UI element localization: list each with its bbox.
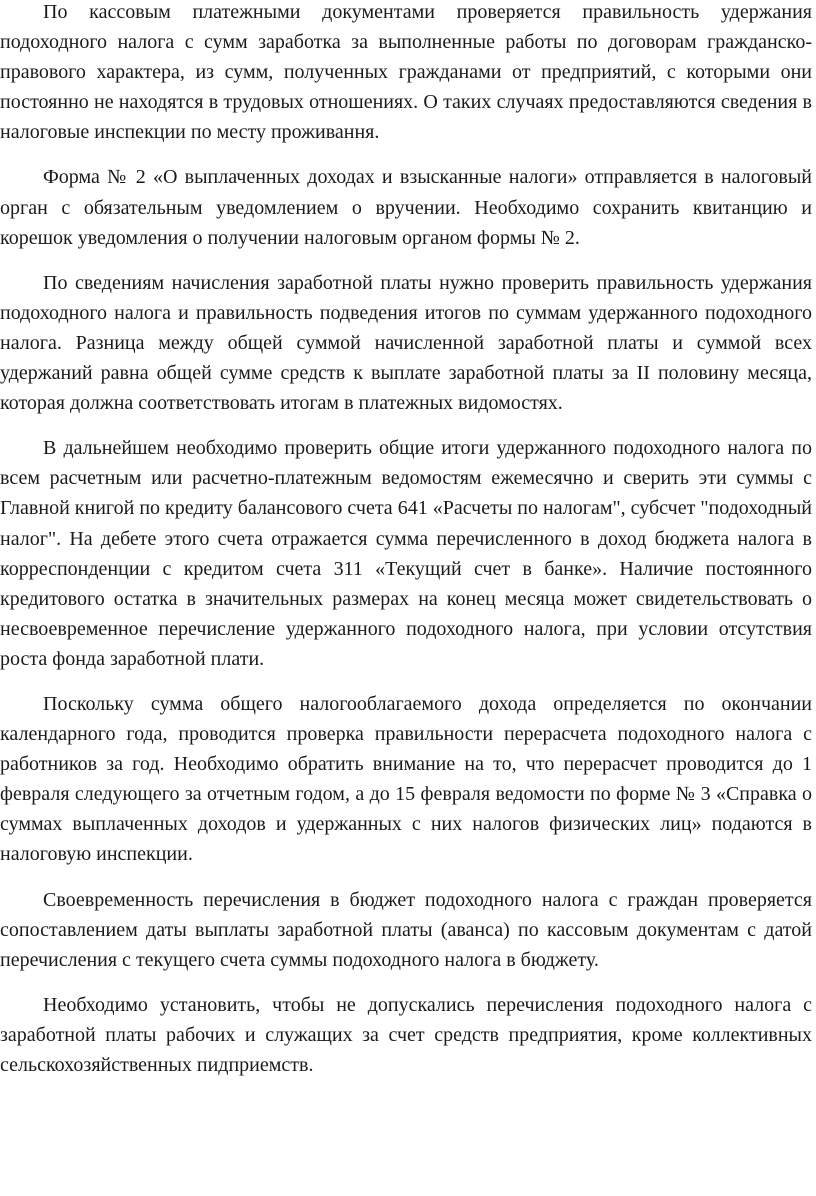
paragraph-kassovye-dokumenty: По кассовым платежными документами проверяется правильность удержания подоходного налога с сумм заработка за выполненные работы по договорам гражданско-правового характера, из сумм, полученных гражданами от предприятий, с которыми они постоянно не находятся в трудовых отношениях. О таких случаях предоставляются сведения в налоговые инспекции по месту проживання. bbox=[0, 1, 812, 144]
paragraph-forma-2: Форма № 2 «О выплаченных доходах и взысканные налоги» отправляется в налоговый орган с обязательным уведомлением о вручении. Необходимо сохранить квитанцию и корешок уведомления о получении налоговым органом формы № 2. bbox=[0, 166, 812, 249]
paragraph-schet-641: В дальнейшем необходимо проверить общие итоги удержанного подоходного налога по всем расчетным или расчетно-платежным ведомостям ежемесячно и сверить эти суммы с Главной книгой по кредиту балансового счета 641 «Расчеты по налогам", субсчет "подоходный налог". На дебете этого счета отражается сумма перечисленного в доход бюджета налога в корреспонденции с кредитом счета 311 «Текущий счет в банке». Наличие постоянного кредитового остатка в значительных размерах на конец месяца может свидетельствовать о несвоевременное перечисление удержанного подоходного налога, при условии отсутствия роста фонда заработной плати. bbox=[0, 437, 812, 670]
paragraph-ustanovit: Необходимо установить, чтобы не допускались перечисления подоходного налога с заработной платы рабочих и служащих за счет средств предприятия, кроме коллективных сельскохозяйственных пидприемств. bbox=[0, 993, 812, 1076]
paragraph-nachislenie-zarplaty: По сведениям начисления заработной платы нужно проверить правильность удержания подоходного налога и правильность подведения итогов по суммам удержанного подоходного налога. Разница между общей суммой начисленной заработной платы и суммой всех удержаний равна общей сумме средств к выплате заработной платы за II половину месяца, которая должна соответствовать итогам в платежных видомостях. bbox=[0, 271, 812, 415]
paragraph-svoevremennost: Своевременность перечисления в бюджет подоходного налога с граждан проверяется сопоставлением даты выплаты заработной платы (аванса) по кассовым документам с датой перечисления с текущего счета суммы подоходного налога в бюджету. bbox=[0, 888, 812, 971]
paragraph-pereraschet: Поскольку сумма общего налогооблагаемого дохода определяется по окончании календарного года, проводится проверка правильности перерасчета подоходного налога с работников за год. Необходимо обратить внимание на то, что перерасчет проводится до 1 февраля следующего за отчетным годом, а до 15 февраля ведомости по форме № 3 «Справка о суммах выплаченных доходов и удержанных с них налогов физических лиц» подаются в налоговую инспекции. bbox=[0, 692, 812, 866]
